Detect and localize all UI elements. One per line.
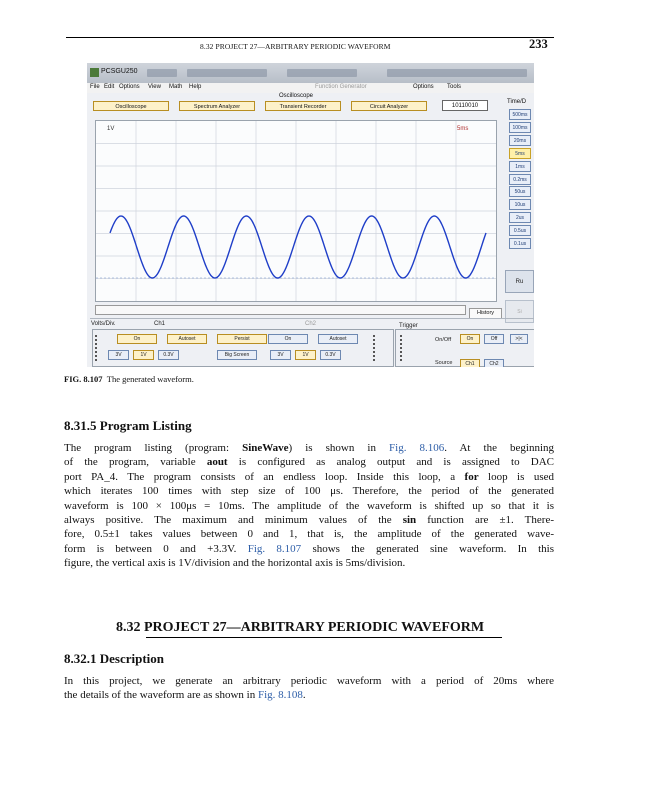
ch1-persist-button[interactable]: Persist (217, 334, 267, 344)
big-screen-button[interactable]: Big Screen (217, 350, 257, 360)
text-line (64, 499, 554, 513)
paragraph-program-listing (64, 441, 554, 571)
text-run: port PA_4. The program consists of an endless loop. Inside this loop, a (64, 470, 465, 483)
bold-term: sin (402, 514, 417, 527)
toolbar-icons-blurred (287, 69, 357, 77)
menu-function-generator[interactable]: Function Generator (315, 84, 367, 90)
text-run: form is between 0 and +3.3V. (64, 542, 248, 555)
text-line (64, 441, 554, 455)
text-run: . (302, 689, 306, 702)
text-line (64, 556, 554, 570)
text-run: The program listing (program: (64, 442, 243, 454)
figure-label: FIG. 8.107 (64, 374, 103, 384)
figure-reference-link[interactable]: Fig. 8.106 (389, 442, 445, 454)
ch2-0.3v-button[interactable]: 0.3V (320, 350, 341, 360)
tab-spectrum-analyzer[interactable]: Spectrum Analyzer (179, 101, 255, 111)
figure-caption (64, 374, 194, 384)
ch1-3v-button[interactable]: 3V (108, 350, 129, 360)
ch1-0.3v-button[interactable]: 0.3V (158, 350, 179, 360)
scope-volt-label: 1V (107, 126, 115, 132)
scope-display (95, 120, 497, 302)
text-run: fore, 0.5±1 takes values between 0 and 1, that is, the amplitude of the generated wave- (64, 528, 554, 541)
text-run: is configured as analog output and is assigned to DAC (227, 456, 554, 469)
toolbar-icons-blurred (387, 69, 527, 77)
menu-math[interactable]: Math (169, 84, 183, 90)
menu-tools[interactable]: Tools (447, 84, 462, 90)
text-run: In this project, we generate an arbitrary periodic waveform with a period of 20ms where (64, 675, 554, 687)
time-div-button[interactable]: 20ms (509, 135, 531, 146)
oscilloscope-window-label: Oscilloscope (279, 93, 314, 99)
time-scroll-slider[interactable] (95, 305, 466, 315)
time-div-button[interactable]: 10us (509, 199, 531, 210)
time-div-button[interactable]: 0.2ms (509, 174, 531, 185)
figure-reference-link[interactable]: Fig. 8.107 (247, 542, 302, 555)
trigger-on-button[interactable]: On (460, 334, 480, 344)
sine-waveform-trace (110, 216, 486, 278)
time-div-button[interactable]: 500ms (509, 109, 531, 120)
time-div-button[interactable]: 2us (509, 212, 531, 223)
run-button[interactable]: Ru (505, 270, 534, 293)
text-line (64, 674, 554, 688)
text-run: figure, the vertical axis is 1V/division and the horizontal axis is 5ms/division. (64, 557, 406, 570)
time-div-button[interactable]: 1ms (509, 161, 531, 172)
text-line (64, 513, 554, 527)
ch1-on-button[interactable]: On (117, 334, 157, 344)
ch2-level-handle[interactable] (373, 335, 377, 361)
text-run: shows the generated sine waveform. In this (301, 542, 554, 555)
ch2-label: Ch2 (305, 321, 317, 327)
menu-options[interactable]: Options (119, 84, 140, 90)
ch1-level-handle[interactable] (95, 335, 99, 361)
text-run: always positive. The maximum and minimum values of the (64, 514, 403, 527)
scope-time-label: 5ms (457, 126, 469, 132)
ch2-autoset-button[interactable]: Autoset (318, 334, 358, 344)
menu-help[interactable]: Help (189, 84, 202, 90)
text-line (64, 470, 554, 484)
menu-edit[interactable]: Edit (104, 84, 115, 90)
text-run: ) is shown in (288, 442, 390, 454)
menu-bar (87, 83, 534, 93)
menu-view[interactable]: View (148, 84, 161, 90)
menu-file[interactable]: File (90, 84, 100, 90)
text-run: of the program, variable (64, 456, 207, 469)
header-rule (66, 37, 554, 38)
section-heading-8-32: 8.32 PROJECT 27—ARBITRARY PERIODIC WAVEFORM (116, 620, 485, 635)
ch2-3v-button[interactable]: 3V (270, 350, 291, 360)
tab-oscilloscope[interactable]: Oscilloscope (93, 101, 169, 111)
time-div-button[interactable]: 0.1us (509, 238, 531, 249)
time-div-button[interactable]: 100ms (509, 122, 531, 133)
section-heading-8-32-1: 8.32.1 Description (64, 651, 165, 666)
text-run: waveform is 100 × 100μs = 10ms. The amplitude of the waveform is shifted up so that it is (64, 499, 554, 512)
trigger-jump-button[interactable]: >|< (510, 334, 528, 344)
bits-display: 10110010 (442, 100, 488, 111)
tab-transient-recorder[interactable]: Transient Recorder (265, 101, 341, 111)
time-div-label: Time/D (507, 99, 527, 105)
figure-reference-link[interactable]: Fig. 8.108 (257, 689, 303, 702)
toolbar-icons-blurred (147, 69, 177, 77)
text-run: which iterates 100 times with step size of 100 μs. Therefore, the period of the generated (64, 485, 554, 498)
source-ch2-button[interactable]: Ch2 (484, 359, 504, 367)
text-line (64, 688, 554, 702)
toolbar-icons-blurred (187, 69, 267, 77)
trigger-onoff-label: On/Off (435, 337, 452, 343)
history-button[interactable]: History (469, 308, 502, 319)
text-run: the details of the waveform are as shown in (64, 689, 258, 702)
trigger-label: Trigger (399, 323, 418, 329)
bold-term: aout (206, 456, 228, 469)
trigger-level-handle[interactable] (400, 335, 404, 361)
bold-term: for (464, 470, 479, 483)
time-div-button[interactable]: 50us (509, 186, 531, 197)
heading-underline (146, 637, 502, 638)
ch1-label: Ch1 (154, 321, 166, 327)
trigger-off-button[interactable]: Off (484, 334, 504, 344)
section-heading-8-31-5: 8.31.5 Program Listing (64, 418, 192, 433)
ch2-1v-button[interactable]: 1V (295, 350, 316, 360)
text-line (64, 527, 554, 541)
volts-div-label: Volts/Div. (91, 321, 116, 327)
text-run: . At the beginning (444, 442, 555, 454)
page-number: 233 (529, 37, 548, 51)
ch1-autoset-button[interactable]: Autoset (167, 334, 207, 344)
ch1-1v-button[interactable]: 1V (133, 350, 154, 360)
figure-caption-text: The generated waveform. (106, 374, 194, 384)
source-label: Source (435, 360, 453, 366)
text-run: loop is used (478, 470, 554, 483)
single-button[interactable]: Si (505, 300, 534, 323)
scope-plot (96, 121, 496, 301)
app-title: PCSGU250 (101, 68, 138, 75)
text-run: function are ±1. There- (416, 514, 554, 527)
app-icon (90, 68, 99, 77)
paragraph-description (64, 674, 554, 703)
divider (90, 318, 534, 319)
ch2-on-button[interactable]: On (268, 334, 308, 344)
oscilloscope-screenshot (87, 63, 534, 367)
text-line (64, 542, 554, 556)
text-line (64, 455, 554, 469)
time-div-button[interactable]: 0.5us (509, 225, 531, 236)
source-ch1-button[interactable]: Ch1 (460, 359, 480, 367)
text-line (64, 484, 554, 498)
time-div-button[interactable]: 5ms (509, 148, 531, 159)
tab-circuit-analyzer[interactable]: Circuit Analyzer (351, 101, 427, 111)
bold-term: SineWave (242, 442, 289, 454)
running-head-title: 8.32 PROJECT 27—ARBITRARY PERIODIC WAVEFORM (200, 42, 391, 51)
menu-options-right[interactable]: Options (413, 84, 434, 90)
